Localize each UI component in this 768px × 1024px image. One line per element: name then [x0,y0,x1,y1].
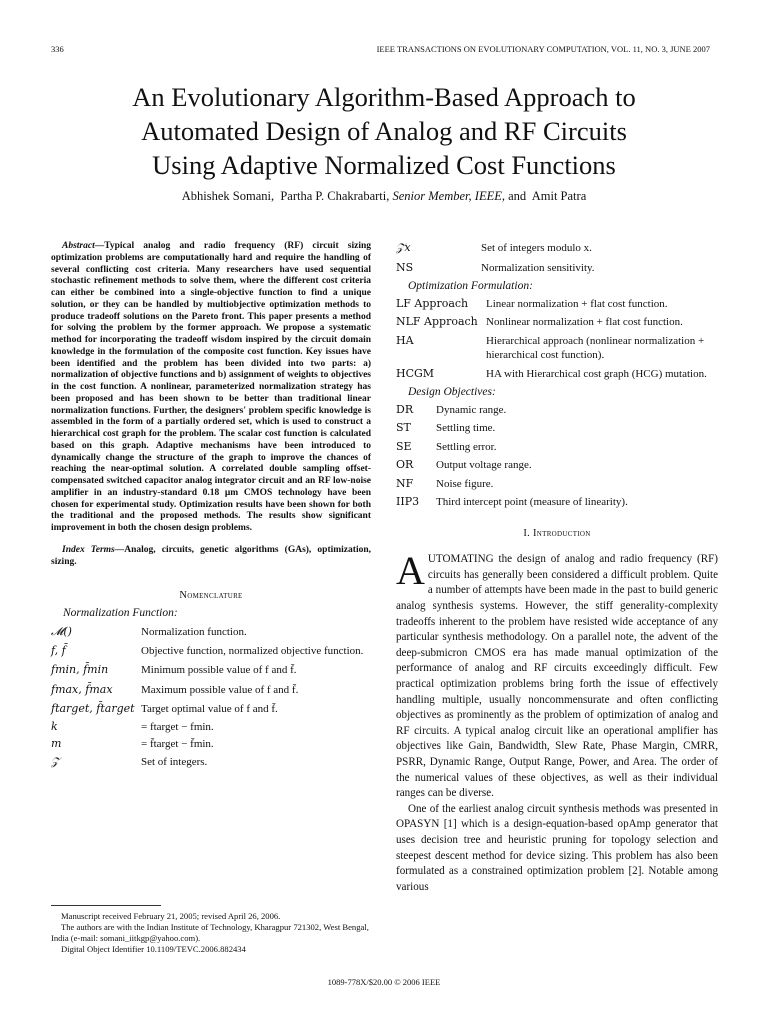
nomenclature-definition: Settling error. [436,440,497,453]
nomenclature-symbol: ftarget, f̄target [51,702,135,716]
nomenclature-row [396,334,718,363]
nomenclature-row [396,403,718,418]
nomenclature-symbol: SE [396,439,412,453]
nomenclature-row [396,477,718,492]
nomenclature-symbol: OR [396,458,414,472]
nomenclature-row [51,737,371,752]
nomenclature-symbol: IIP3 [396,495,420,509]
nomenclature-row [51,702,371,717]
nomenclature-definition: Dynamic range. [436,403,507,416]
nomenclature-symbol: NF [396,476,414,490]
paper-title [40,80,728,182]
nomenclature-definition: = f̄target − f̄min. [141,738,214,751]
nomenclature-symbol: 𝒵x [396,241,411,254]
nomenclature-row [396,315,718,330]
introduction-heading: I. Introduction [523,527,591,539]
nomenclature-symbol: f, f̄ [51,643,66,657]
design-objectives-heading: Design Objectives: [408,386,496,399]
copyright-footer: 1089-778X/$20.00 © 2006 IEEE [327,977,441,987]
footnote-affiliation: The authors are with the Indian Institute of Technology, Kharagpur 721302, West Bengal, India (e-mail: somani_iitkgp@yahoo.com). [51,922,369,943]
nomenclature-symbol: NLF Approach [396,315,478,329]
nomenclature-definition: Settling time. [436,422,496,435]
nomenclature-definition: Hierarchical approach (nonlinear normalization + hierarchical cost function). [486,334,705,362]
nomenclature-definition: Normalization function. [141,626,247,639]
nomenclature-symbol: fmin, f̄min [51,663,109,677]
nomenclature-row [51,663,371,678]
nomenclature-symbol: m [51,737,62,751]
nomenclature-symbol: HA [396,333,414,347]
footnotes [51,911,378,955]
optimization-list [396,297,718,382]
nomenclature-list [51,625,371,769]
nomenclature-symbol: k [51,719,58,733]
abstract [51,241,371,535]
introduction-paragraph-1 [396,548,718,802]
design-objectives-list [396,403,718,510]
journal-header: IEEE TRANSACTIONS ON EVOLUTIONARY COMPUTATION, VOL. 11, NO. 3, JUNE 2007 [376,44,710,54]
nomenclature-symbol: 𝓜() [51,625,72,639]
abstract-text: Typical analog and radio frequency (RF) circuit sizing optimization problems are computationally hard and require the handling of several conflicting cost criteria. Many researchers have used sequential stochastic refinement methods to solve them, where the different cost criteria can either be combined into a single-objective function to find a unique solution, or they can be handled by multiobjective optimization methods to produce tradeoff solutions on the Pareto front. This paper presents a method for solving the problem by the former approach. We propose a systematic method for incorporating the tradeoff wisdom inspired by the circuit domain knowledge in the formulation of the composite cost function. Key issues have been identified and the problem has been divided into two parts: a) normalization of objective functions and b) assignment of weights to objectives in the cost function. A nonlinear, parameterized normalization strategy has been proposed and has been shown to be better than traditional linear normalization functions. Further, the designers' problem specific knowledge is assembled in the form of a partially ordered set, which is used to construct a hierarchical cost graph for the problem. The scalar cost function is calculated based on this graph. Adaptive mechanisms have been introduced to dynamically change the structure of the graph to improve the chances of reaching the near-optimal solution. A correlated double sampling offset-compensated switched capacitor analog integrator circuit and an RF low-noise amplifier in an industry-standard 0.18 μm CMOS technology have been chosen for experimental study. Optimization results have been shown for both the traditional and the proposed methods. The results show significant improvement in both the chosen design problems. [51,241,371,533]
nomenclature-definition: Maximum possible value of f and f̄. [141,683,299,696]
title-line-1: An Evolutionary Algorithm-Based Approach to [132,82,636,112]
nomenclature-row [51,625,371,640]
nomenclature-row [396,440,718,455]
nomenclature-definition: Set of integers. [141,755,208,768]
nomenclature-definition: Output voltage range. [436,459,532,472]
left-column [51,241,371,769]
nomenclature-definition: HA with Hierarchical cost graph (HCG) mutation. [486,367,707,380]
nomenclature-symbol: LF Approach [396,296,469,310]
index-terms-label: Index Terms— [62,544,125,555]
author-3: Amit Patra [531,189,587,203]
nomenclature-row [396,421,718,436]
index-terms-text: Analog, circuits, genetic algorithms (GAs), optimization, sizing. [51,544,371,567]
nomenclature-symbol: fmax, f̄max [51,682,113,696]
author-1: Abhishek Somani, [181,189,275,203]
introduction-paragraph-1-text: UTOMATING the design of analog and radio frequency (RF) circuits has generally been considered a difficult problem. Quite a number of attempts have been made in the past to build generic analog synthesis systems. However, the stiff generality-complexity tradeoffs inherent to the problem have resisted wide acceptance of any particular synthesis methodology. On a parallel note, the advent of the deep-submicron CMOS era has made manual optimization of the performance of analog and RF circuits exceedingly difficult. Few practical optimization problems bring forth the issue of effectively handling multiple, usually noncommensurate and often conflicting objectives as prominently as the problem of optimization of analog and RF circuits. A typical analog circuit like an operational amplifier has objectives like Gain, Bandwidth, Slew Rate, Phase Margin, CMRR, PSRR, Dynamic Range, Output Range, Power, and Area. The order of the numerical values of these objectives, as well as their individual ranges can be diverse. [396,553,718,800]
author-list [40,189,728,204]
normalization-function-heading: Normalization Function: [63,606,178,619]
nomenclature-row [396,297,718,312]
nomenclature-definition: Objective function, normalized objective function. [141,644,364,657]
author-conjunction: and [508,189,527,203]
footnote-rule [51,905,161,906]
nomenclature-row [396,367,718,382]
title-line-3: Using Adaptive Normalized Cost Functions [152,150,616,180]
nomenclature-definition: Noise figure. [436,477,494,490]
nomenclature-row [51,755,371,770]
nomenclature-row [51,644,371,659]
optimization-formulation-heading: Optimization Formulation: [408,280,533,292]
title-line-2: Automated Design of Analog and RF Circuits [141,116,627,146]
nomenclature-symbol: ST [396,421,411,435]
nomenclature-row [396,241,718,256]
nomenclature-row [396,458,718,473]
footnote-doi: Digital Object Identifier 10.1109/TEVC.2006.882434 [61,944,246,954]
drop-cap: A [396,548,425,594]
author-2-affiliation: Senior Member, IEEE, [392,189,505,203]
nomenclature-definition: Third intercept point (measure of linearity). [436,496,628,509]
nomenclature-symbol: DR [396,402,414,416]
nomenclature-definition: Minimum possible value of f and f̄. [141,664,297,677]
nomenclature-heading: Nomenclature [179,590,243,602]
introduction-paragraph-2: One of the earliest analog circuit synthesis methods was presented in OPASYN [1] which is a design-equation-based opAmp generator that uses decision tree and heuristic pruning for topology selection and steepest descent method for device sizing. This problem has also been formulated as a constrained optimization problem [2]. Notable among various [396,802,718,893]
page-number: 336 [51,44,64,54]
nomenclature-row [396,261,718,276]
nomenclature-definition: Set of integers modulo x. [481,242,592,254]
index-terms [51,545,371,569]
nomenclature-row [396,495,718,510]
nomenclature-definition: Linear normalization + flat cost function. [486,297,668,310]
nomenclature-symbol: HCGM [396,366,435,380]
footnote-received: Manuscript received February 21, 2005; revised April 26, 2006. [61,911,281,921]
nomenclature-row [51,720,371,735]
nomenclature-definition: Target optimal value of f and f̄. [141,703,278,716]
nomenclature-definition: = ftarget − fmin. [141,720,214,733]
nomenclature-row [51,683,371,698]
nomenclature-symbol: NS [396,260,414,274]
abstract-label: Abstract— [62,241,105,251]
nomenclature-definition: Nonlinear normalization + flat cost function. [486,316,683,329]
nomenclature-definition: Normalization sensitivity. [481,261,595,274]
nomenclature-continued [396,241,718,275]
nomenclature-symbol: 𝒵 [51,754,60,768]
author-2: Partha P. Chakrabarti, [280,189,390,203]
right-column [396,241,718,895]
